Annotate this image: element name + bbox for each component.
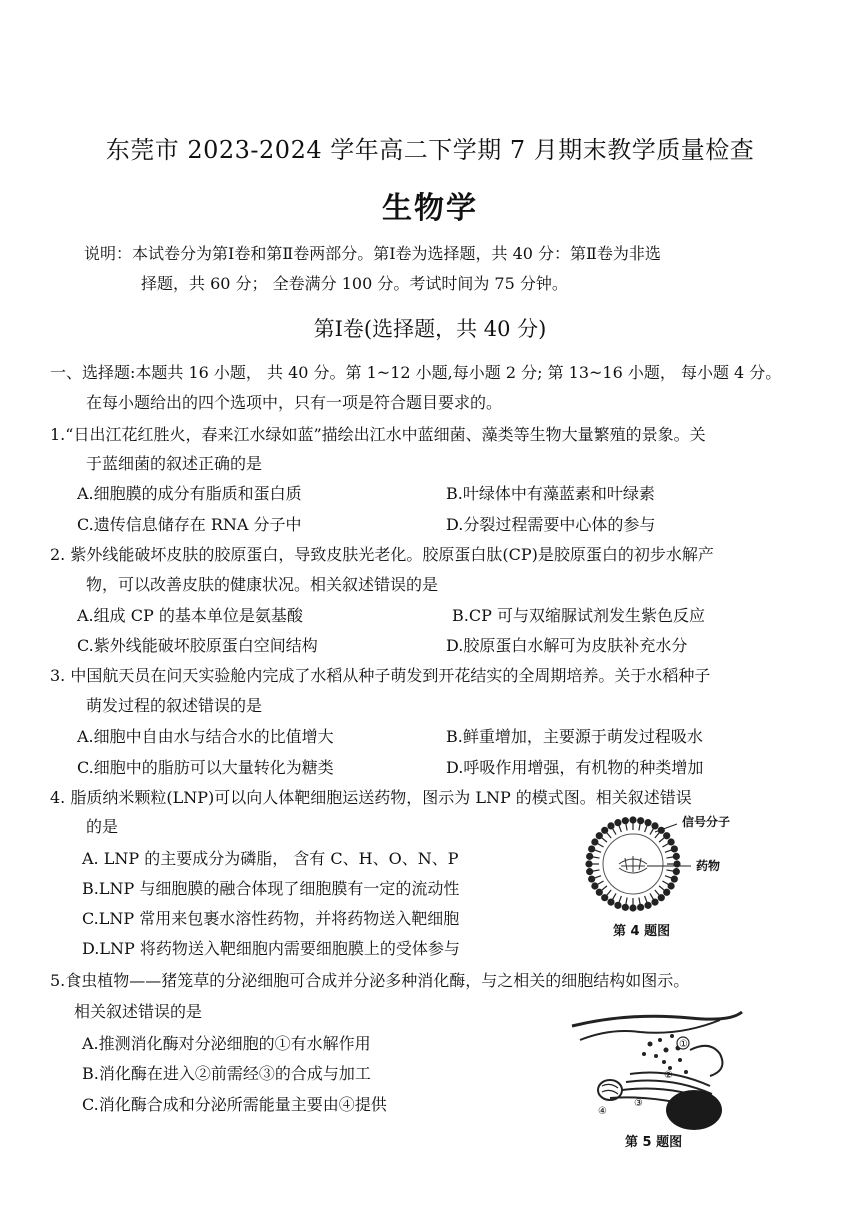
question-3-option-a: A.细胞中自由水与结合水的比值增大 bbox=[77, 727, 334, 746]
question-1-stem-line1: 1.“日出江花红胜火，春来江水绿如蓝”描绘出江水中蓝细菌、藻类等生物大量繁殖的景象。关 bbox=[50, 425, 706, 444]
question-1-option-b: B.叶绿体中有藻蓝素和叶绿素 bbox=[446, 484, 655, 503]
question-5-stem-line2: 相关叙述错误的是 bbox=[74, 1002, 203, 1021]
question-2-option-d: D.胶原蛋白水解可为皮肤补充水分 bbox=[446, 636, 688, 655]
lipid-head bbox=[645, 820, 651, 826]
figure-5-caption: 第 5 题图 bbox=[625, 1135, 683, 1150]
lipid-head bbox=[645, 902, 651, 908]
question-3-option-c: C.细胞中的脂肪可以大量转化为糖类 bbox=[77, 758, 334, 777]
lipid-head bbox=[671, 846, 677, 852]
figure-4-caption: 第 4 题图 bbox=[613, 924, 671, 939]
question-4-stem-line2: 的是 bbox=[86, 817, 119, 836]
question-5-stem-line1: 5.食虫植物——猪笼草的分泌细胞可合成并分泌多种消化酶，与之相关的细胞结构如图示。 bbox=[50, 971, 690, 990]
exam-note-line2: 择题，共 60 分； 全卷满分 100 分。考试时间为 75 分钟。 bbox=[141, 274, 568, 293]
question-3-stem-line1: 3. 中国航天员在问天实验舱内完成了水稻从种子萌发到开花结实的全周期培养。关于水稻种子 bbox=[50, 666, 711, 685]
subject-title: 生物学 bbox=[382, 191, 478, 226]
question-5-option-c: C.消化酶合成和分泌所需能量主要由④提供 bbox=[82, 1095, 387, 1114]
question-4-option-b: B.LNP 与细胞膜的融合体现了细胞膜有一定的流动性 bbox=[82, 879, 460, 898]
question-3-option-d: D.呼吸作用增强，有机物的种类增加 bbox=[446, 758, 704, 777]
lnp-signal-label: 信号分子 bbox=[682, 815, 731, 829]
lipid-head bbox=[589, 876, 595, 882]
figure-5-mark-4: ④ bbox=[598, 1106, 607, 1117]
question-5-option-a: A.推测消化酶对分泌细胞的①有水解作用 bbox=[82, 1034, 371, 1053]
question-2-stem-line1: 2. 紫外线能破坏皮肤的胶原蛋白，导致皮肤光老化。胶原蛋白肽(CP)是胶原蛋白的初步水解产 bbox=[50, 545, 714, 564]
lipid-head bbox=[615, 820, 621, 826]
lipid-head bbox=[671, 876, 677, 882]
question-1-option-d: D.分裂过程需要中心体的参与 bbox=[446, 515, 656, 534]
section-instruction-line2: 在每小题给出的四个选项中，只有一项是符合题目要求的。 bbox=[86, 393, 503, 412]
question-2-stem-line2: 物，可以改善皮肤的健康状况。相关叙述错误的是 bbox=[86, 575, 439, 594]
question-2-option-b: B.CP 可与双缩脲试剂发生紫色反应 bbox=[452, 606, 705, 625]
question-1-option-c: C.遗传信息储存在 RNA 分子中 bbox=[77, 515, 302, 534]
exam-title: 东莞市 2023-2024 学年高二下学期 7 月期末教学质量检查 bbox=[105, 136, 755, 164]
section-title: 第Ⅰ卷(选择题，共 40 分) bbox=[313, 317, 547, 341]
question-1-stem-line2: 于蓝细菌的叙述正确的是 bbox=[86, 454, 263, 473]
exam-note-line1: 说明：本试卷分为第Ⅰ卷和第Ⅱ卷两部分。第Ⅰ卷为选择题，共 40 分：第Ⅱ卷为非选 bbox=[84, 244, 661, 263]
lnp-drug-label: 药物 bbox=[696, 859, 721, 873]
question-4-stem-line1: 4. 脂质纳米颗粒(LNP)可以向人体靶细胞运送药物，图示为 LNP 的模式图。相关叙述错误 bbox=[50, 788, 692, 807]
question-3-option-b: B.鲜重增加，主要源于萌发过程吸水 bbox=[446, 727, 703, 746]
question-5-option-b: B.消化酶在进入②前需经③的合成与加工 bbox=[82, 1064, 371, 1083]
question-4-option-a: A. LNP 的主要成分为磷脂， 含有 C、H、O、N、P bbox=[82, 849, 459, 868]
question-2-option-a: A.组成 CP 的基本单位是氨基酸 bbox=[77, 606, 303, 625]
figure-5-mark-1: ① bbox=[679, 1039, 688, 1050]
secretory-cell-figure bbox=[570, 1010, 745, 1130]
question-2-option-c: C.紫外线能破坏胶原蛋白空间结构 bbox=[77, 636, 318, 655]
lipid-head bbox=[615, 902, 621, 908]
section-instruction-line1: 一、选择题:本题共 16 小题， 共 40 分。第 1~12 小题,每小题 2 分; 第 13~16 小题， 每小题 4 分。 bbox=[50, 363, 782, 382]
figure-5-mark-3: ③ bbox=[634, 1098, 643, 1109]
question-4-option-d: D.LNP 将药物送入靶细胞内需要细胞膜上的受体参与 bbox=[82, 939, 460, 958]
lipid-head bbox=[589, 846, 595, 852]
question-1-option-a: A.细胞膜的成分有脂质和蛋白质 bbox=[77, 484, 302, 503]
question-3-stem-line2: 萌发过程的叙述错误的是 bbox=[86, 696, 263, 715]
figure-5-mark-2: ② bbox=[664, 1070, 673, 1081]
question-4-option-c: C.LNP 常用来包裹水溶性药物，并将药物送入靶细胞 bbox=[82, 909, 460, 928]
